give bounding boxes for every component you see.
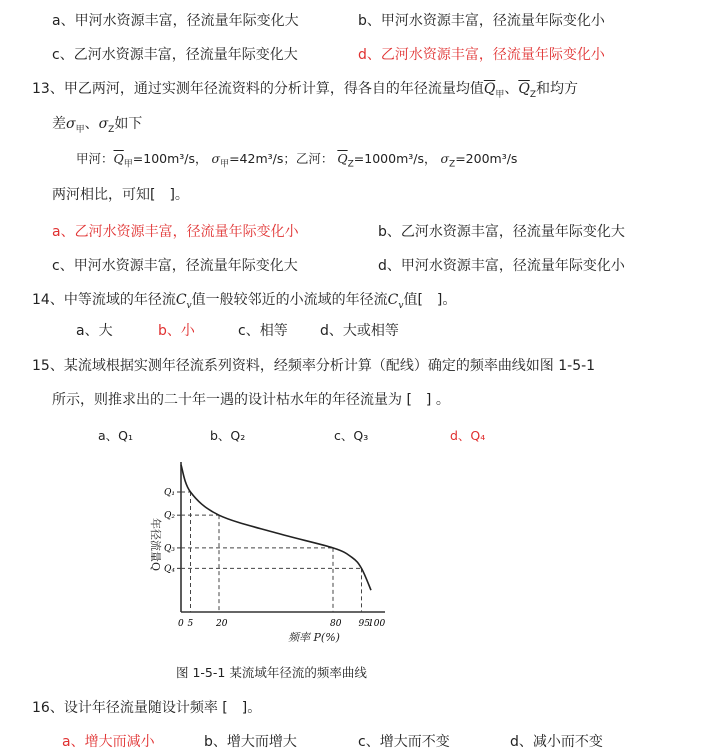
cond-sigma-jia: σ	[211, 151, 221, 166]
sigma-yi-sub: Z	[108, 124, 115, 135]
figure-caption: 图 1-5-1 某流域年径流的频率曲线	[176, 665, 367, 680]
q16-option-a: a、增大而减小	[62, 734, 155, 750]
x-tick-label-0: 0	[178, 619, 184, 629]
cond-sigma-yi-value: =200m³/s	[455, 151, 518, 166]
q12-option-c: c、乙河水资源丰富，径流量年际变化大	[52, 47, 298, 63]
sigma-jia-sub: 甲	[75, 124, 85, 135]
q13-stem2-tail: 如下	[114, 116, 143, 132]
q13-stem-line1	[32, 78, 578, 100]
cond-q-jia: $\overline{Q}$	[113, 151, 124, 166]
q13-option-d: d、甲河水资源丰富，径流量年际变化小	[378, 258, 625, 274]
q15-option-c: c、Q₃	[334, 428, 369, 443]
x-tick-label-5: 5	[187, 619, 194, 629]
q13-option-c: c、甲河水资源丰富，径流量年际变化大	[52, 258, 298, 274]
q12-option-b: b、甲河水资源丰富，径流量年际变化小	[358, 13, 605, 29]
frequency-curve-chart	[140, 460, 400, 650]
q12-option-a: a、甲河水资源丰富，径流量年际变化大	[52, 13, 299, 29]
q13-option-a: a、乙河水资源丰富，径流量年际变化小	[52, 224, 299, 240]
q-yi-symbol: $\overline{Q}$	[518, 81, 530, 97]
cv-symbol-2: C	[387, 292, 399, 308]
q13-conditions	[76, 149, 517, 170]
cond-q-jia-value: =100m³/s，	[132, 151, 208, 166]
cv-symbol: C	[175, 292, 187, 308]
q13-stem2-head: 差	[52, 116, 66, 132]
x-tick-label-80: 80	[330, 619, 342, 629]
q15-stem-line1: 15、某流域根据实测年径流系列资料，经频率分析计算（配线）确定的频率曲线如图 1-5-1	[32, 358, 596, 374]
q13-stem-tail: 和均方	[535, 81, 578, 97]
q-jia-sub: 甲	[495, 89, 505, 100]
q16-stem: 16、设计年径流量随设计频率 [ ]。	[32, 700, 262, 716]
q-yi-sub: Z	[529, 89, 536, 100]
q13-option-b: b、乙河水资源丰富，径流量年际变化大	[378, 224, 625, 240]
q15-option-b: b、Q₂	[210, 428, 246, 443]
y-tick-label-4: Q₄	[164, 564, 175, 575]
q14-stem	[32, 289, 456, 311]
cond-q-jia-sub: 甲	[123, 159, 133, 170]
frequency-curve	[181, 465, 371, 590]
q14-stem-mid: 值一般较邻近的小流域的年径流	[191, 292, 388, 308]
separator: 、	[504, 81, 519, 97]
cond-sigma-jia-sub: 甲	[220, 159, 230, 170]
x-tick-label-20: 20	[216, 619, 228, 629]
q15-option-a: a、Q₁	[98, 428, 134, 443]
q14-option-a: a、大	[76, 323, 113, 339]
q16-option-d: d、减小而不变	[510, 734, 603, 750]
sigma-yi-symbol: σ	[98, 116, 109, 132]
cond-sigma-jia-value: =42m³/s；乙河：	[229, 151, 334, 166]
cond-sigma-yi-sub: Z	[449, 159, 456, 170]
cond-q-yi-sub: Z	[347, 159, 354, 170]
q13-stem-text: 13、甲乙两河，通过实测年径流资料的分析计算，得各自的年径流量均值	[32, 81, 484, 97]
q-jia-symbol: $\overline{Q}$	[483, 81, 496, 97]
y-tick-label-2: Q₂	[164, 511, 175, 522]
x-tick-label-100: 100	[368, 619, 386, 629]
cond-sigma-yi: σ	[440, 151, 450, 166]
y-tick-label-3: Q₃	[164, 543, 175, 554]
cond-q-yi-value: =1000m³/s，	[353, 151, 437, 166]
y-axis-label: 年径流量Q	[149, 518, 162, 572]
cond-q-yi: $\overline{Q}$	[337, 151, 348, 166]
cv-sub: v	[186, 300, 192, 311]
q15-option-d: d、Q₄	[450, 428, 486, 443]
q14-option-d: d、大或相等	[320, 323, 399, 339]
y-tick-label-1: Q₁	[164, 488, 175, 498]
q14-option-b: b、小	[158, 323, 195, 339]
q14-stem-tail: 值[ ]。	[403, 292, 457, 308]
cv-sub-2: v	[398, 300, 404, 311]
q14-stem-head: 14、中等流域的年径流	[32, 292, 176, 308]
q13-stem-line3: 两河相比，可知[ ]。	[52, 187, 189, 203]
cond-jia-label: 甲河：	[76, 151, 114, 166]
sigma-jia-symbol: σ	[66, 116, 76, 132]
q14-option-c: c、相等	[238, 323, 288, 339]
q16-option-c: c、增大而不变	[358, 734, 450, 750]
q16-option-b: b、增大而增大	[204, 734, 297, 750]
q15-stem-line2: 所示，则推求出的二十年一遇的设计枯水年的年径流量为 [ ] 。	[52, 392, 450, 408]
q13-stem-line2	[52, 113, 142, 135]
x-axis-label: 频率 P(%)	[288, 631, 340, 644]
x-tick-label-95: 95	[358, 619, 370, 629]
separator: 、	[84, 116, 99, 132]
q12-option-d: d、乙河水资源丰富，径流量年际变化小	[358, 47, 605, 63]
